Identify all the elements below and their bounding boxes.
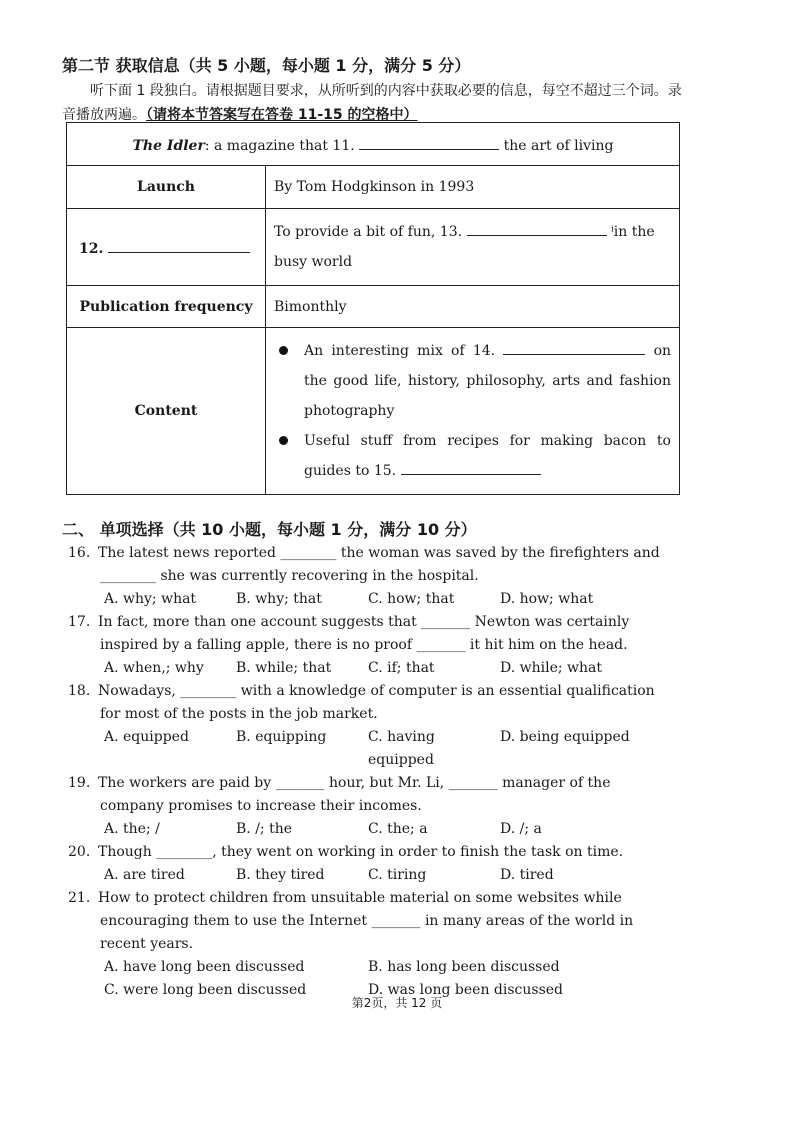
content-label: Content	[67, 328, 266, 495]
option-c[interactable]: C. having equipped	[368, 729, 435, 768]
option-a[interactable]: A. are tired	[104, 867, 185, 883]
purpose-pre: To provide a bit of fun, 13.	[274, 224, 463, 240]
launch-label: Launch	[67, 166, 266, 209]
question-text: The workers are paid by _______ hour, but Mr. Li, _______ manager of the	[98, 775, 611, 791]
table-title-cell	[67, 123, 680, 166]
instruction-text: 听下面 1 段独白。请根据题目要求，从所听到的内容中获取必要的信息，每空不超过三个词。录音播放两遍。	[62, 83, 682, 123]
question-18	[68, 680, 668, 772]
content-bullet-2	[274, 426, 671, 486]
question-number: 16.	[68, 545, 91, 561]
answer-blank-13[interactable]	[467, 221, 607, 236]
question-20	[68, 841, 668, 887]
question-text-cont: company promises to increase their incomes.	[100, 798, 422, 814]
option-b[interactable]: B. /; the	[236, 821, 292, 837]
option-d[interactable]: D. being equipped	[500, 729, 630, 745]
question-21	[68, 887, 668, 1002]
question-text-cont: inspired by a falling apple, there is no proof _______ it hit him on the head.	[100, 637, 628, 653]
option-b[interactable]: B. has long been discussed	[368, 959, 560, 975]
instruction-bold: （请将本节答案写在答卷 11-15 的空格中）	[146, 107, 418, 123]
question-19	[68, 772, 668, 841]
question-text-cont: encouraging them to use the Internet _______ in many areas of the world in	[100, 913, 634, 929]
magazine-name: The Idler	[132, 137, 205, 154]
option-a[interactable]: A. why; what	[104, 591, 197, 607]
option-b[interactable]: B. why; that	[236, 591, 322, 607]
question-text: Nowadays, ________ with a knowledge of computer is an essential qualification	[98, 683, 655, 699]
bullet1-post: on the good life, history, philosophy, arts and fashion photography	[304, 343, 672, 419]
option-d[interactable]: D. tired	[500, 867, 554, 883]
option-c[interactable]: C. if; that	[368, 660, 435, 676]
q12-label: 12.	[79, 240, 104, 257]
question-number: 19.	[68, 775, 91, 791]
question-text-cont: ________ she was currently recovering in the hospital.	[100, 568, 479, 584]
question-list	[68, 542, 668, 1002]
title-pre: : a magazine that 11.	[204, 137, 355, 154]
title-post: the art of living	[503, 137, 614, 154]
option-c[interactable]: C. were long been discussed	[104, 982, 307, 998]
option-b[interactable]: B. equipping	[236, 729, 327, 745]
option-d[interactable]: D. was long been discussed	[368, 982, 564, 998]
bullet1-pre: An interesting mix of 14.	[304, 343, 496, 359]
content-cell	[266, 328, 680, 495]
info-table	[66, 122, 680, 495]
answer-blank-14[interactable]	[503, 340, 645, 355]
answer-blank-15[interactable]	[401, 460, 541, 475]
question-number: 20.	[68, 844, 91, 860]
question-number: 17.	[68, 614, 91, 630]
option-a[interactable]: A. when,; why	[104, 660, 204, 676]
option-a[interactable]: A. have long been discussed	[104, 959, 305, 975]
question-text-cont: for most of the posts in the job market.	[100, 706, 378, 722]
option-c[interactable]: C. how; that	[368, 591, 455, 607]
question-number: 18.	[68, 683, 91, 699]
option-c[interactable]: C. tiring	[368, 867, 427, 883]
content-bullet-1	[274, 336, 671, 426]
purpose-mid: ⁱin the	[610, 224, 655, 240]
bullet2-pre: Useful stuff from recipes for making bacon to guides to 15.	[304, 433, 671, 479]
question-text: In fact, more than one account suggests that _______ Newton was certainly	[98, 614, 630, 630]
option-b[interactable]: B. they tired	[236, 867, 325, 883]
question-16	[68, 542, 668, 611]
question-text: The latest news reported ________ the woman was saved by the firefighters and	[98, 545, 660, 561]
option-a[interactable]: A. the; /	[104, 821, 160, 837]
purpose-cell	[266, 209, 680, 286]
option-d[interactable]: D. how; what	[500, 591, 594, 607]
launch-value: By Tom Hodgkinson in 1993	[266, 166, 680, 209]
answer-blank-11[interactable]	[359, 135, 499, 150]
purpose-post: busy world	[274, 254, 353, 270]
frequency-label: Publication frequency	[67, 286, 266, 328]
page-footer: 第2页，共 12 页	[351, 996, 443, 1010]
frequency-value: Bimonthly	[266, 286, 680, 328]
question-text: How to protect children from unsuitable material on some websites while	[98, 890, 622, 906]
question-text-cont-2: recent years.	[100, 936, 194, 952]
option-a[interactable]: A. equipped	[104, 729, 189, 745]
question-number: 21.	[68, 890, 91, 906]
option-c[interactable]: C. the; a	[368, 821, 428, 837]
section-heading: 第二节 获取信息（共 5 小题，每小题 1 分，满分 5 分）	[62, 56, 471, 75]
answer-blank-12[interactable]	[108, 238, 250, 253]
option-d[interactable]: D. while; what	[500, 660, 603, 676]
option-b[interactable]: B. while; that	[236, 660, 332, 676]
question-17	[68, 611, 668, 680]
section2-heading: 二、 单项选择（共 10 小题，每小题 1 分，满分 10 分）	[62, 520, 477, 539]
question-text: Though ________, they went on working in order to finish the task on time.	[98, 844, 624, 860]
q12-cell	[67, 209, 266, 286]
instruction	[62, 79, 682, 127]
option-d[interactable]: D. /; a	[500, 821, 542, 837]
